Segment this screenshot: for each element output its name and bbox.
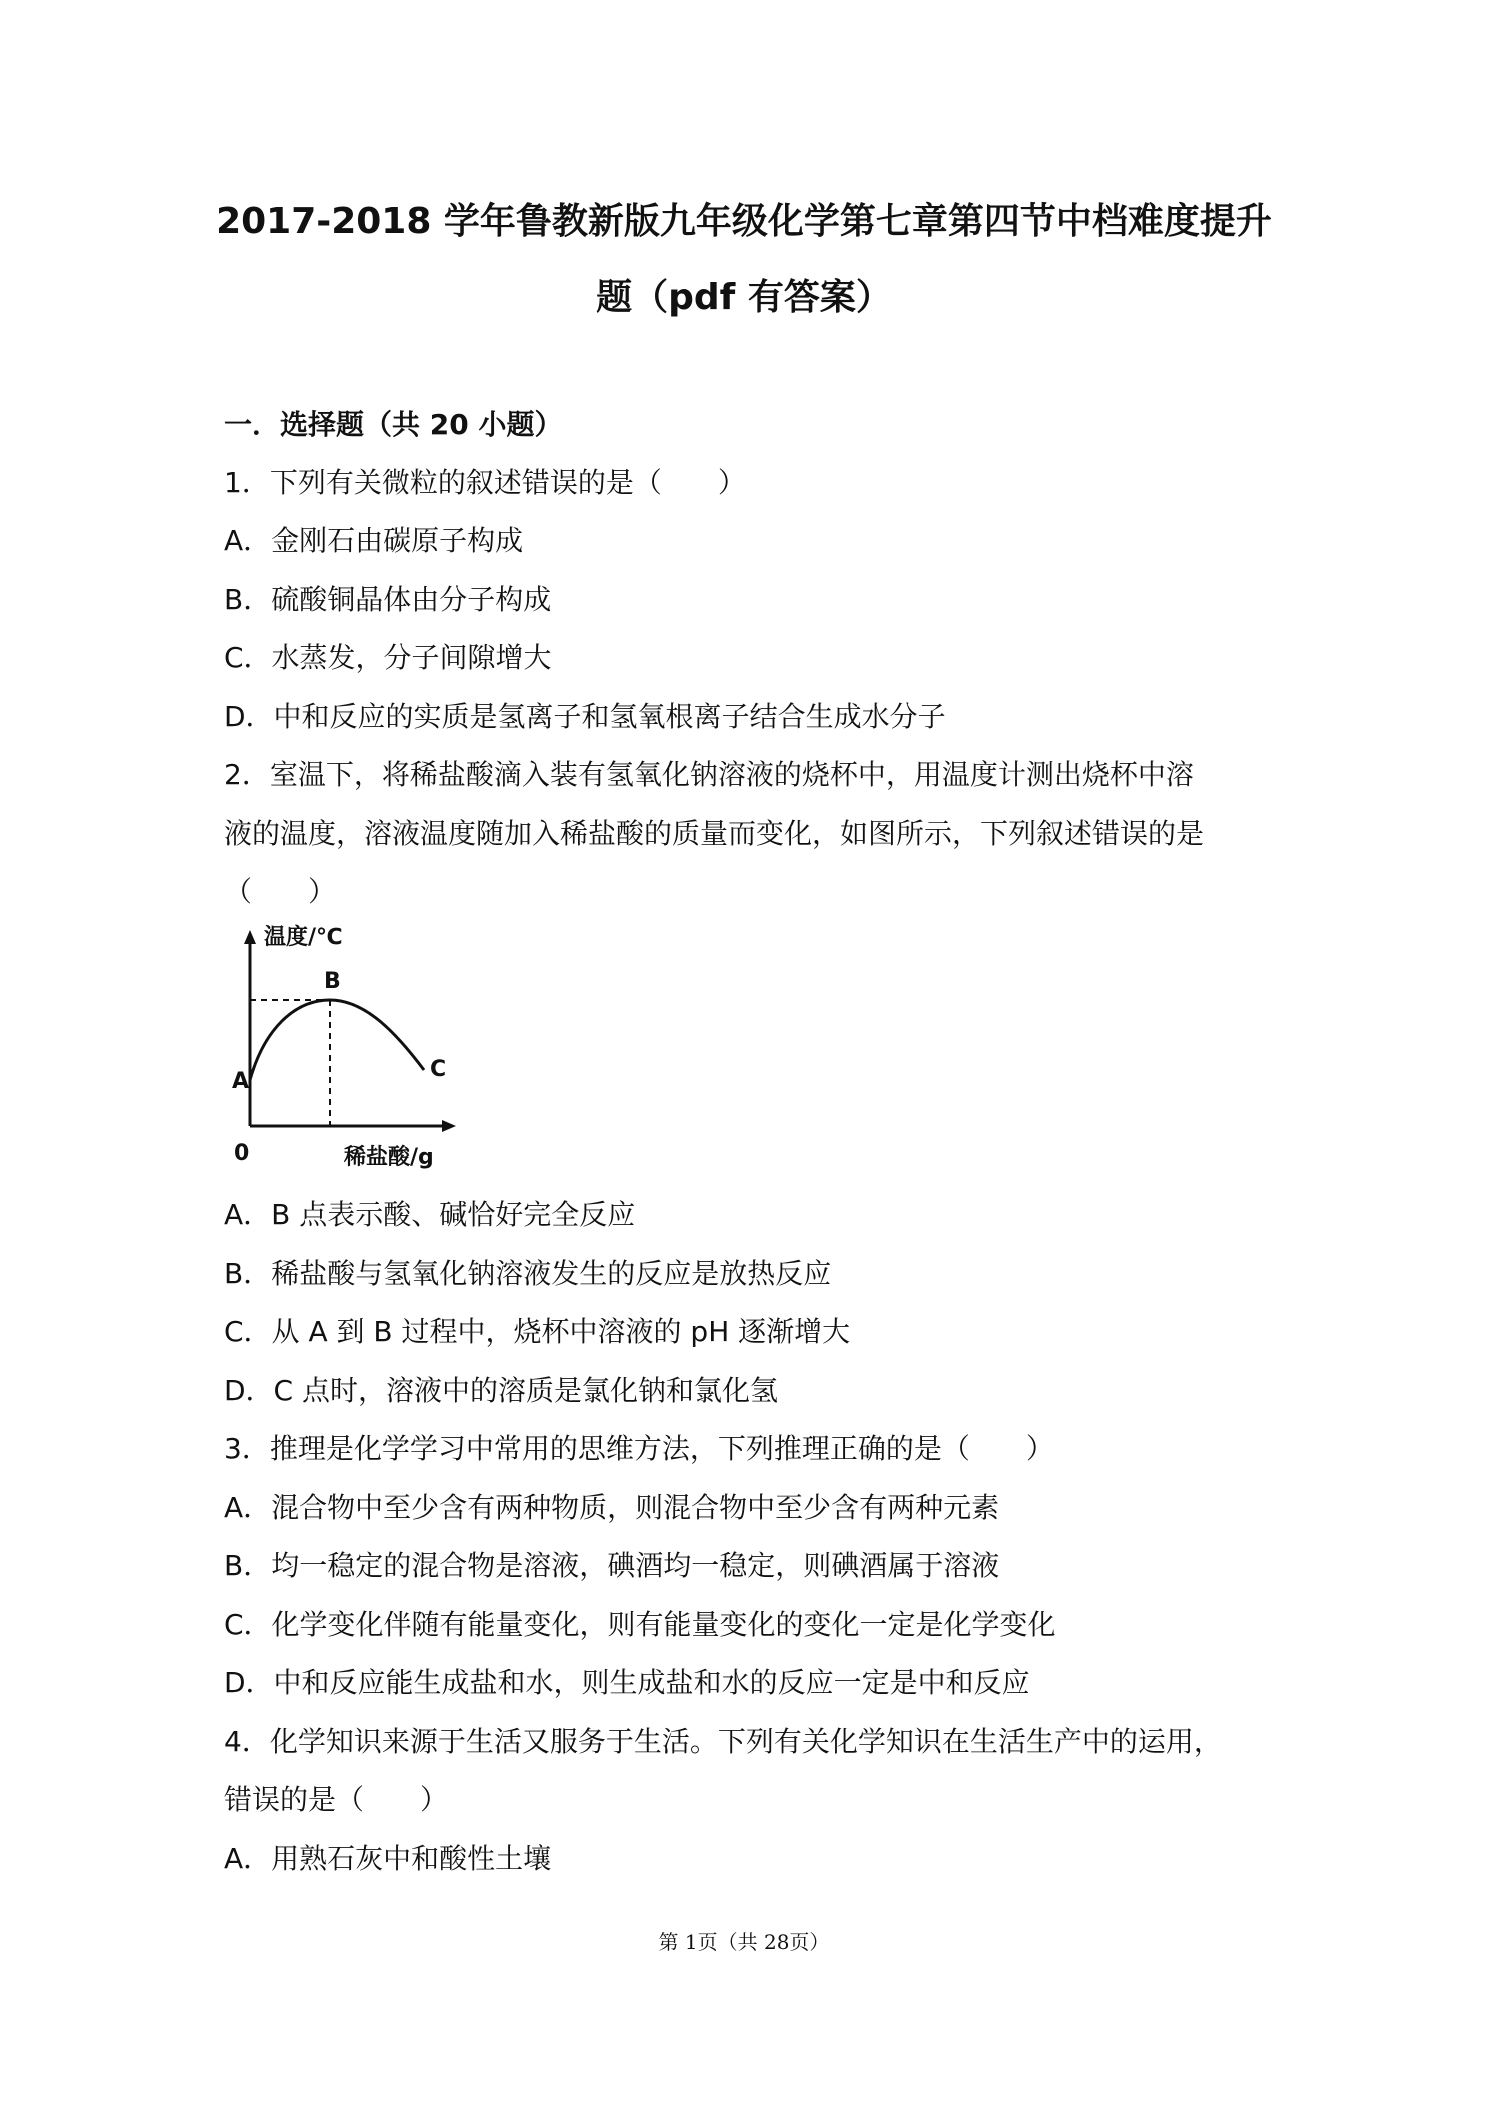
temperature-curve-graph: [224, 920, 474, 1180]
question-2-option-c: C．从 A 到 B 过程中，烧杯中溶液的 pH 逐渐增大: [224, 1315, 851, 1348]
x-axis-label: 稀盐酸/g: [344, 1145, 434, 1170]
y-axis-label: 温度/℃: [264, 925, 343, 950]
question-4-stem-line-1: 4．化学知识来源于生活又服务于生活。下列有关化学知识在生活生产中的运用，: [224, 1725, 1222, 1758]
origin-label: 0: [234, 1141, 250, 1166]
question-3-stem: 3．推理是化学学习中常用的思维方法，下列推理正确的是（ ）: [224, 1432, 1054, 1465]
question-1-option-b: B．硫酸铜晶体由分子构成: [224, 583, 552, 616]
point-c-label: C: [430, 1057, 447, 1082]
question-1-option-a: A．金刚石由碳原子构成: [224, 524, 524, 557]
question-3-option-a: A．混合物中至少含有两种物质，则混合物中至少含有两种元素: [224, 1491, 1000, 1524]
question-4-option-a: A．用熟石灰中和酸性土壤: [224, 1842, 552, 1875]
point-a-label: A: [232, 1069, 250, 1094]
x-axis-arrow: [442, 1120, 456, 1132]
question-2-stem-line-3: （ ）: [224, 875, 337, 908]
point-b-label: B: [324, 969, 341, 994]
question-3-option-d: D．中和反应能生成盐和水，则生成盐和水的反应一定是中和反应: [224, 1666, 1030, 1699]
question-3-option-b: B．均一稳定的混合物是溶液，碘酒均一稳定，则碘酒属于溶液: [224, 1549, 1000, 1582]
document-title-line-2: 题（pdf 有答案）: [596, 277, 892, 318]
question-2-option-d: D．C 点时，溶液中的溶质是氯化钠和氯化氢: [224, 1374, 779, 1407]
section-heading: 一．选择题（共 20 小题）: [224, 408, 563, 441]
question-2-stem-line-1: 2．室温下，将稀盐酸滴入装有氢氧化钠溶液的烧杯中，用温度计测出烧杯中溶: [224, 758, 1194, 791]
question-2-option-a: A．B 点表示酸、碱恰好完全反应: [224, 1198, 636, 1231]
question-1-option-d: D．中和反应的实质是氢离子和氢氧根离子结合生成水分子: [224, 700, 946, 733]
question-1-stem: 1．下列有关微粒的叙述错误的是（ ）: [224, 466, 746, 499]
document-title-line-1: 2017-2018 学年鲁教新版九年级化学第七章第四节中档难度提升: [216, 201, 1272, 242]
y-axis-arrow: [244, 930, 256, 944]
temperature-curve: [250, 1000, 424, 1080]
question-2-option-b: B．稀盐酸与氢氧化钠溶液发生的反应是放热反应: [224, 1257, 832, 1290]
question-4-stem-line-2: 错误的是（ ）: [224, 1783, 449, 1816]
temperature-curve-figure: [224, 920, 474, 1180]
page-footer: 第 1页（共 28页）: [658, 1930, 830, 1954]
question-3-option-c: C．化学变化伴随有能量变化，则有能量变化的变化一定是化学变化: [224, 1608, 1056, 1641]
question-2-stem-line-2: 液的温度，溶液温度随加入稀盐酸的质量而变化，如图所示，下列叙述错误的是: [224, 817, 1205, 850]
question-1-option-c: C．水蒸发，分子间隙增大: [224, 641, 552, 674]
